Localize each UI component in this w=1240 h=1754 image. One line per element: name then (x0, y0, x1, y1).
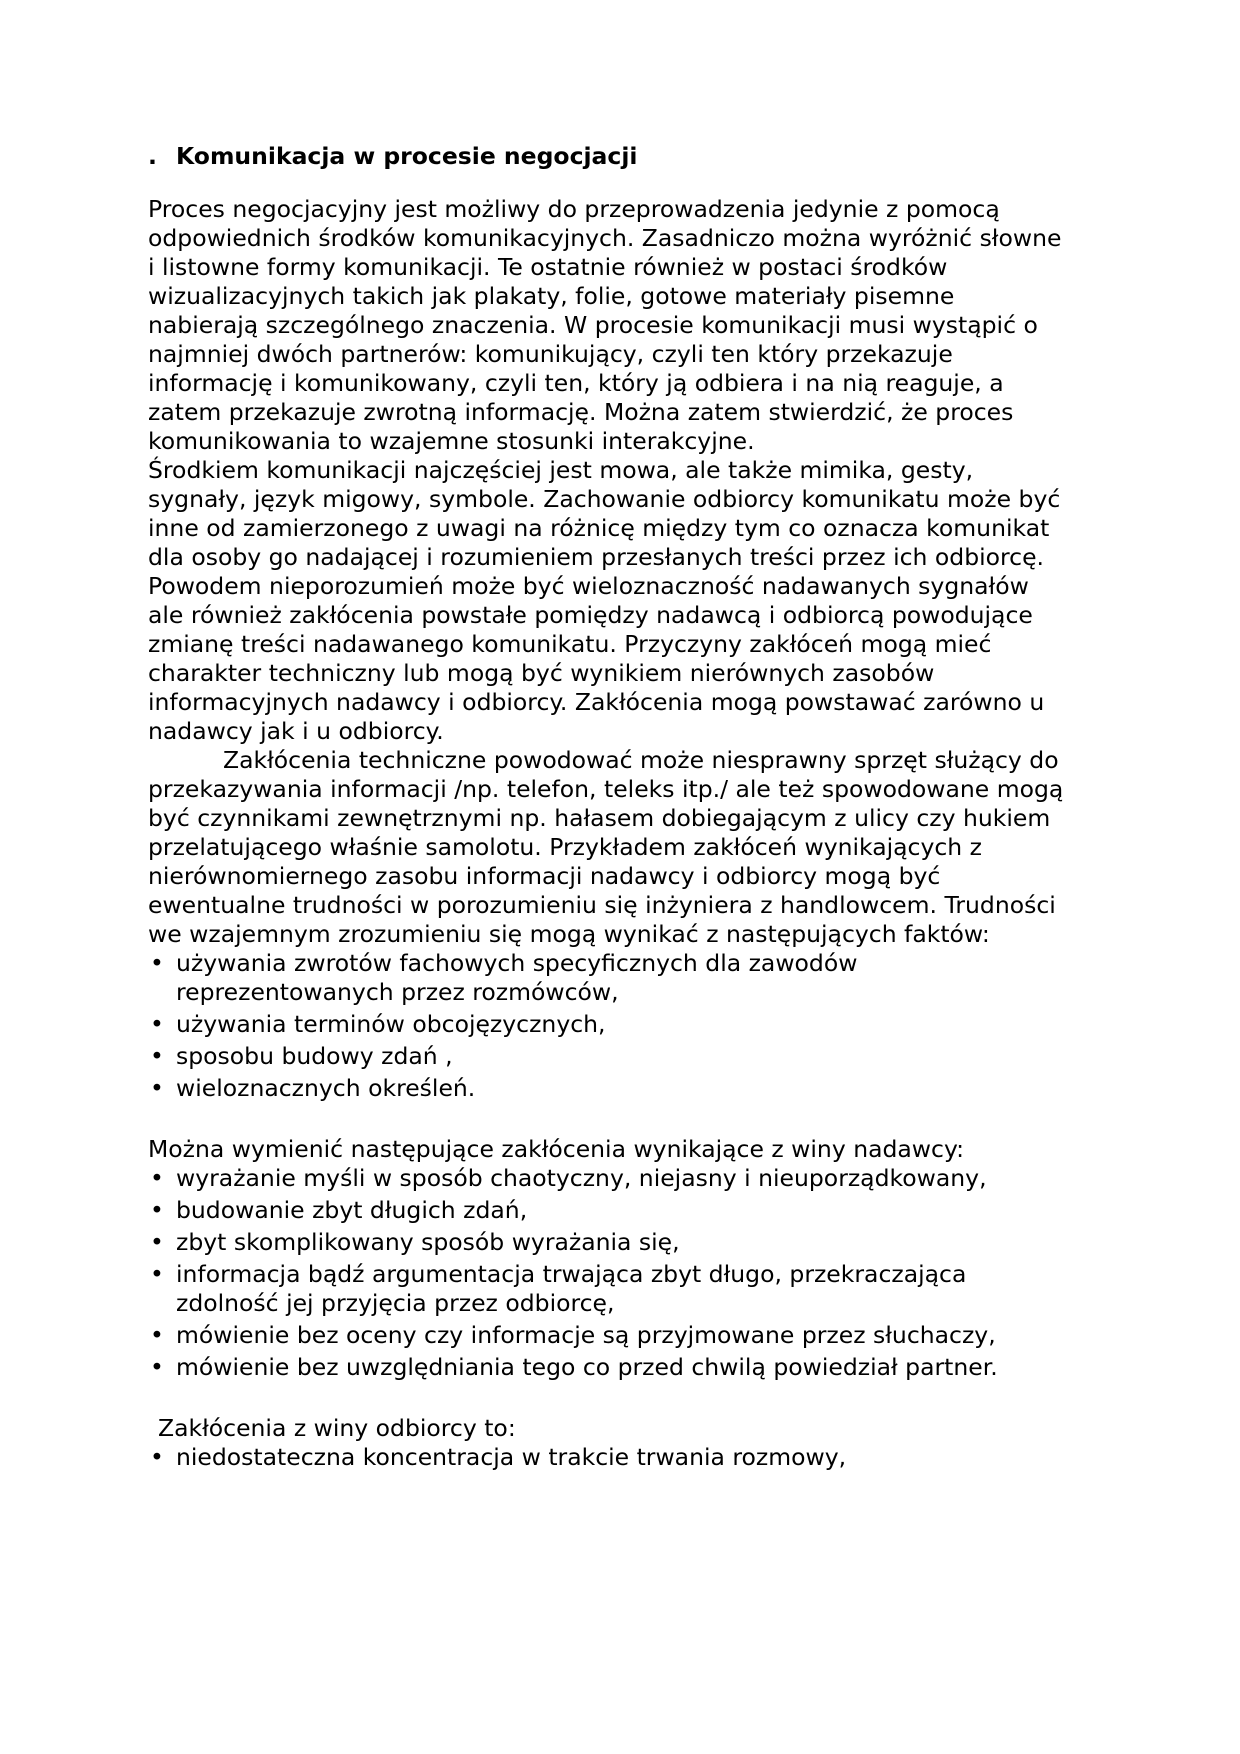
bullet-icon: • (150, 1074, 164, 1102)
bullet-icon: • (150, 1443, 164, 1471)
paragraph-1: Proces negocjacyjny jest możliwy do przeprowadzenia jedynie z pomocą odpowiednich środków komunikacyjnych. Zasadniczo można wyróżnić słowne i listowne formy komunikacji. Te ostatnie również w postaci środków wizualizacyjnych takich jak plakaty, folie, gotowe materiały pisemne nabierają szczególnego znaczenia. W procesie komunikacji musi wystąpić o najmniej dwóch partnerów: komunikujący, czyli ten który przekazuje informację i komunikowany, czyli ten, który ją odbiera i na nią reaguje, a zatem przekazuje zwrotną informację. Można zatem stwierdzić, że proces komunikowania to wzajemne stosunki interakcyjne. (148, 195, 1062, 455)
spacer (148, 1385, 1070, 1414)
bullet-icon: • (150, 1260, 164, 1288)
bullet-icon: • (150, 1196, 164, 1224)
bullet-icon: • (150, 1010, 164, 1038)
list-item (148, 1074, 1070, 1103)
list-item (148, 1010, 1070, 1039)
list-item-text: sposobu budowy zdań , (176, 1042, 453, 1070)
bullet-icon: • (150, 1042, 164, 1070)
list-item-text: informacja bądź argumentacja trwająca zbyt długo, przekraczająca zdolność jej przyjęcia przez odbiorcę, (176, 1260, 967, 1317)
bullet-icon: • (150, 1228, 164, 1256)
paragraph-2: Środkiem komunikacji najczęściej jest mowa, ale także mimika, gesty, sygnały, język migowy, symbole. Zachowanie odbiorcy komunikatu może być inne od zamierzonego z uwagi na różnicę między tym co oznacza komunikat dla osoby go nadającej i rozumieniem przesłanych treści przez ich odbiorcę. Powodem nieporozumień może być wieloznaczność nadawanych sygnałów ale również zakłócenia powstałe pomiędzy nadawcą i odbiorcą powodujące zmianę treści nadawanego komunikatu. Przyczyny zakłóceń mogą mieć charakter techniczny lub mogą być wynikiem nierównych zasobów informacyjnych nadawcy i odbiorcy. Zakłócenia mogą powstawać zarówno u nadawcy jak i u odbiorcy. (148, 456, 1061, 745)
list-item-text: wieloznacznych określeń. (176, 1074, 476, 1102)
list-item (148, 1353, 1070, 1382)
list-item (148, 1042, 1070, 1071)
bullet-icon: • (150, 1353, 164, 1381)
difficulty-list (148, 949, 1070, 1103)
list-item-text: mówienie bez oceny czy informacje są przyjmowane przez słuchaczy, (176, 1321, 996, 1349)
section-heading (148, 142, 1070, 171)
paragraph-3: Zakłócenia techniczne powodować może niesprawny sprzęt służący do przekazywania informacji /np. telefon, teleks itp./ ale też spowodowane mogą być czynnikami zewnętrznymi np. hałasem dobiegającym z ulicy czy hukiem przelatującego właśnie samolotu. Przykładem zakłóceń wynikających z nierównomiernego zasobu informacji nadawcy i odbiorcy mogą być ewentualne trudności w porozumieniu się inżyniera z handlowcem. Trudności we wzajemnym zrozumieniu się mogą wynikać z następujących faktów: (148, 746, 1064, 948)
list-item-text: mówienie bez uwzględniania tego co przed chwilą powiedział partner. (176, 1353, 998, 1381)
list-item (148, 1196, 1070, 1225)
list-item (148, 1228, 1070, 1257)
sender-disturbance-list (148, 1164, 1070, 1382)
list-item-text: niedostateczna koncentracja w trakcie trwania rozmowy, (176, 1443, 847, 1471)
list-item-text: wyrażanie myśli w sposób chaotyczny, niejasny i nieuporządkowany, (176, 1164, 987, 1192)
bullet-icon: • (150, 949, 164, 977)
list-item-text: używania terminów obcojęzycznych, (176, 1010, 606, 1038)
bullet-icon: • (150, 1164, 164, 1192)
receiver-disturbance-list (148, 1443, 1070, 1472)
list-item (148, 1164, 1070, 1193)
bullet-icon: • (150, 1321, 164, 1349)
list-item-text: zbyt skomplikowany sposób wyrażania się, (176, 1228, 680, 1256)
sender-intro: Można wymienić następujące zakłócenia wynikające z winy nadawcy: (148, 1135, 965, 1163)
heading-title: Komunikacja w procesie negocjacji (176, 142, 638, 170)
document-page (148, 142, 1070, 1475)
list-item-text: używania zwrotów fachowych specyficznych dla zawodów reprezentowanych przez rozmówców, (176, 949, 858, 1006)
receiver-intro: Zakłócenia z winy odbiorcy to: (158, 1414, 516, 1442)
list-item (148, 1260, 1070, 1318)
list-item-text: budowanie zbyt długich zdań, (176, 1196, 528, 1224)
list-item (148, 1321, 1070, 1350)
list-item (148, 1443, 1070, 1472)
list-item (148, 949, 1070, 1007)
heading-number: . (148, 142, 157, 170)
spacer (148, 1106, 1070, 1135)
